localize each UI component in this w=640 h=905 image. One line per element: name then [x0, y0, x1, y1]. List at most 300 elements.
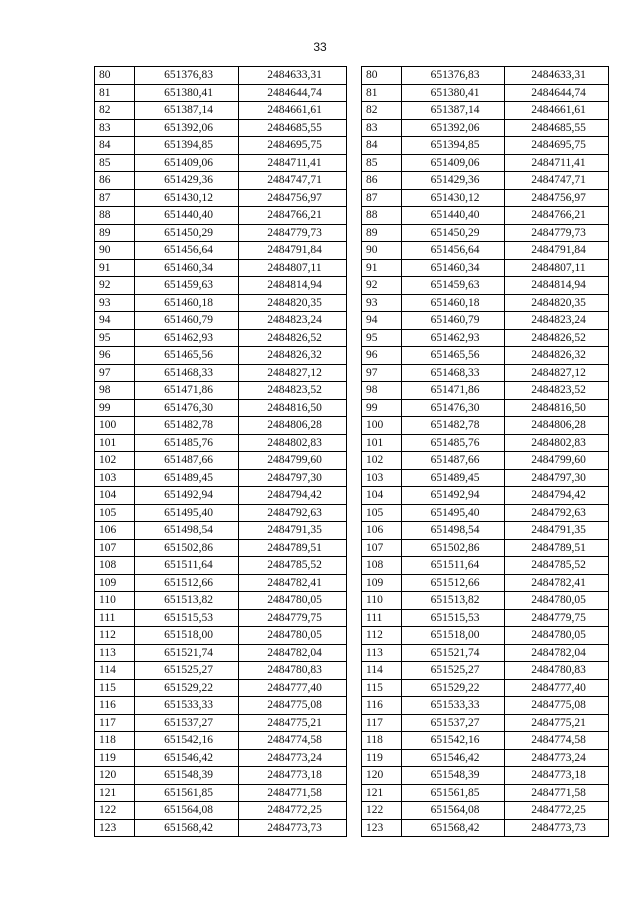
point-number-cell: 85 [362, 154, 402, 172]
x-coordinate-cell: 651485,76 [402, 434, 505, 452]
point-number-cell: 112 [362, 627, 402, 645]
table-row [95, 364, 347, 382]
y-coordinate-cell: 2484780,05 [239, 592, 347, 610]
table-row [362, 679, 609, 697]
table-body [95, 67, 347, 837]
point-number-cell: 104 [362, 487, 402, 505]
y-coordinate-cell: 2484777,40 [239, 679, 347, 697]
y-coordinate-cell: 2484772,25 [505, 802, 609, 820]
y-coordinate-cell: 2484780,05 [505, 592, 609, 610]
y-coordinate-cell: 2484797,30 [505, 469, 609, 487]
x-coordinate-cell: 651387,14 [135, 102, 239, 120]
table-row [362, 469, 609, 487]
point-number-cell: 98 [95, 382, 135, 400]
y-coordinate-cell: 2484695,75 [239, 137, 347, 155]
point-number-cell: 85 [95, 154, 135, 172]
point-number-cell: 80 [362, 67, 402, 85]
x-coordinate-cell: 651518,00 [135, 627, 239, 645]
x-coordinate-cell: 651495,40 [135, 504, 239, 522]
point-number-cell: 123 [95, 819, 135, 837]
point-number-cell: 119 [362, 749, 402, 767]
point-number-cell: 101 [362, 434, 402, 452]
y-coordinate-cell: 2484779,75 [505, 609, 609, 627]
table-row [362, 539, 609, 557]
table-row [95, 767, 347, 785]
x-coordinate-cell: 651380,41 [402, 84, 505, 102]
table-row [95, 452, 347, 470]
x-coordinate-cell: 651511,64 [135, 557, 239, 575]
x-coordinate-cell: 651521,74 [135, 644, 239, 662]
point-number-cell: 107 [95, 539, 135, 557]
point-number-cell: 92 [362, 277, 402, 295]
x-coordinate-cell: 651561,85 [402, 784, 505, 802]
table-row [95, 609, 347, 627]
table-row [95, 714, 347, 732]
x-coordinate-cell: 651495,40 [402, 504, 505, 522]
y-coordinate-cell: 2484661,61 [239, 102, 347, 120]
x-coordinate-cell: 651460,79 [402, 312, 505, 330]
table-row [362, 732, 609, 750]
point-number-cell: 113 [95, 644, 135, 662]
table-row [95, 644, 347, 662]
table-row [95, 697, 347, 715]
point-number-cell: 89 [362, 224, 402, 242]
table-row [362, 697, 609, 715]
point-number-cell: 121 [95, 784, 135, 802]
point-number-cell: 83 [95, 119, 135, 137]
table-row [95, 399, 347, 417]
x-coordinate-cell: 651564,08 [135, 802, 239, 820]
table-row [362, 557, 609, 575]
y-coordinate-cell: 2484826,52 [505, 329, 609, 347]
table-row [362, 172, 609, 190]
y-coordinate-cell: 2484785,52 [505, 557, 609, 575]
point-number-cell: 86 [95, 172, 135, 190]
table-row [95, 487, 347, 505]
point-number-cell: 119 [95, 749, 135, 767]
point-number-cell: 116 [95, 697, 135, 715]
point-number-cell: 97 [95, 364, 135, 382]
x-coordinate-cell: 651561,85 [135, 784, 239, 802]
x-coordinate-cell: 651482,78 [135, 417, 239, 435]
x-coordinate-cell: 651513,82 [135, 592, 239, 610]
table-row [362, 609, 609, 627]
x-coordinate-cell: 651430,12 [135, 189, 239, 207]
x-coordinate-cell: 651542,16 [402, 732, 505, 750]
table-row [362, 224, 609, 242]
y-coordinate-cell: 2484782,41 [239, 574, 347, 592]
table-row [362, 522, 609, 540]
point-number-cell: 103 [95, 469, 135, 487]
table-row [362, 434, 609, 452]
x-coordinate-cell: 651460,18 [402, 294, 505, 312]
point-number-cell: 111 [95, 609, 135, 627]
table-row [362, 84, 609, 102]
y-coordinate-cell: 2484814,94 [239, 277, 347, 295]
coordinates-table-right [361, 66, 609, 837]
point-number-cell: 105 [95, 504, 135, 522]
x-coordinate-cell: 651471,86 [135, 382, 239, 400]
point-number-cell: 91 [95, 259, 135, 277]
point-number-cell: 102 [95, 452, 135, 470]
x-coordinate-cell: 651450,29 [135, 224, 239, 242]
y-coordinate-cell: 2484644,74 [239, 84, 347, 102]
x-coordinate-cell: 651409,06 [135, 154, 239, 172]
table-row [95, 539, 347, 557]
point-number-cell: 118 [95, 732, 135, 750]
x-coordinate-cell: 651387,14 [402, 102, 505, 120]
x-coordinate-cell: 651502,86 [135, 539, 239, 557]
x-coordinate-cell: 651525,27 [402, 662, 505, 680]
y-coordinate-cell: 2484773,24 [239, 749, 347, 767]
x-coordinate-cell: 651568,42 [402, 819, 505, 837]
x-coordinate-cell: 651459,63 [402, 277, 505, 295]
x-coordinate-cell: 651462,93 [135, 329, 239, 347]
point-number-cell: 84 [362, 137, 402, 155]
x-coordinate-cell: 651394,85 [135, 137, 239, 155]
y-coordinate-cell: 2484820,35 [239, 294, 347, 312]
y-coordinate-cell: 2484806,28 [505, 417, 609, 435]
point-number-cell: 122 [95, 802, 135, 820]
table-row [95, 259, 347, 277]
x-coordinate-cell: 651456,64 [135, 242, 239, 260]
y-coordinate-cell: 2484794,42 [239, 487, 347, 505]
point-number-cell: 96 [95, 347, 135, 365]
table-row [95, 504, 347, 522]
table-row [362, 662, 609, 680]
table-row [95, 242, 347, 260]
y-coordinate-cell: 2484779,73 [239, 224, 347, 242]
table-row [362, 714, 609, 732]
table-row [95, 67, 347, 85]
y-coordinate-cell: 2484756,97 [505, 189, 609, 207]
y-coordinate-cell: 2484782,04 [239, 644, 347, 662]
y-coordinate-cell: 2484711,41 [505, 154, 609, 172]
table-row [95, 172, 347, 190]
y-coordinate-cell: 2484785,52 [239, 557, 347, 575]
y-coordinate-cell: 2484802,83 [239, 434, 347, 452]
x-coordinate-cell: 651546,42 [135, 749, 239, 767]
point-number-cell: 114 [95, 662, 135, 680]
table-row [362, 102, 609, 120]
point-number-cell: 111 [362, 609, 402, 627]
x-coordinate-cell: 651460,18 [135, 294, 239, 312]
x-coordinate-cell: 651376,83 [402, 67, 505, 85]
point-number-cell: 81 [362, 84, 402, 102]
point-number-cell: 92 [95, 277, 135, 295]
y-coordinate-cell: 2484756,97 [239, 189, 347, 207]
point-number-cell: 93 [362, 294, 402, 312]
x-coordinate-cell: 651462,93 [402, 329, 505, 347]
x-coordinate-cell: 651548,39 [135, 767, 239, 785]
x-coordinate-cell: 651392,06 [135, 119, 239, 137]
point-number-cell: 106 [362, 522, 402, 540]
y-coordinate-cell: 2484773,18 [505, 767, 609, 785]
point-number-cell: 88 [95, 207, 135, 225]
y-coordinate-cell: 2484806,28 [239, 417, 347, 435]
point-number-cell: 87 [95, 189, 135, 207]
table-row [362, 312, 609, 330]
table-row [362, 364, 609, 382]
x-coordinate-cell: 651537,27 [402, 714, 505, 732]
table-row [362, 504, 609, 522]
point-number-cell: 110 [362, 592, 402, 610]
x-coordinate-cell: 651456,64 [402, 242, 505, 260]
table-row [95, 329, 347, 347]
table-row [95, 84, 347, 102]
point-number-cell: 87 [362, 189, 402, 207]
x-coordinate-cell: 651409,06 [402, 154, 505, 172]
table-row [362, 749, 609, 767]
table-row [95, 102, 347, 120]
y-coordinate-cell: 2484633,31 [239, 67, 347, 85]
point-number-cell: 122 [362, 802, 402, 820]
point-number-cell: 121 [362, 784, 402, 802]
y-coordinate-cell: 2484779,73 [505, 224, 609, 242]
point-number-cell: 104 [95, 487, 135, 505]
point-number-cell: 123 [362, 819, 402, 837]
point-number-cell: 110 [95, 592, 135, 610]
point-number-cell: 93 [95, 294, 135, 312]
x-coordinate-cell: 651429,36 [402, 172, 505, 190]
point-number-cell: 100 [95, 417, 135, 435]
point-number-cell: 91 [362, 259, 402, 277]
point-number-cell: 80 [95, 67, 135, 85]
table-row [362, 207, 609, 225]
x-coordinate-cell: 651521,74 [402, 644, 505, 662]
point-number-cell: 90 [362, 242, 402, 260]
y-coordinate-cell: 2484789,51 [239, 539, 347, 557]
table-row [95, 417, 347, 435]
x-coordinate-cell: 651512,66 [402, 574, 505, 592]
x-coordinate-cell: 651492,94 [135, 487, 239, 505]
x-coordinate-cell: 651430,12 [402, 189, 505, 207]
y-coordinate-cell: 2484773,24 [505, 749, 609, 767]
y-coordinate-cell: 2484797,30 [239, 469, 347, 487]
x-coordinate-cell: 651440,40 [135, 207, 239, 225]
table-row [362, 259, 609, 277]
point-number-cell: 109 [362, 574, 402, 592]
x-coordinate-cell: 651489,45 [135, 469, 239, 487]
point-number-cell: 112 [95, 627, 135, 645]
table-row [95, 312, 347, 330]
x-coordinate-cell: 651537,27 [135, 714, 239, 732]
x-coordinate-cell: 651485,76 [135, 434, 239, 452]
table-row [95, 819, 347, 837]
y-coordinate-cell: 2484782,41 [505, 574, 609, 592]
page-number: 33 [313, 40, 327, 54]
table-row [362, 382, 609, 400]
table-row [95, 627, 347, 645]
table-row [362, 487, 609, 505]
y-coordinate-cell: 2484794,42 [505, 487, 609, 505]
point-number-cell: 88 [362, 207, 402, 225]
y-coordinate-cell: 2484791,35 [505, 522, 609, 540]
table-row [362, 294, 609, 312]
y-coordinate-cell: 2484774,58 [239, 732, 347, 750]
y-coordinate-cell: 2484775,08 [239, 697, 347, 715]
table-row [362, 802, 609, 820]
x-coordinate-cell: 651460,34 [402, 259, 505, 277]
x-coordinate-cell: 651489,45 [402, 469, 505, 487]
point-number-cell: 106 [95, 522, 135, 540]
point-number-cell: 99 [362, 399, 402, 417]
x-coordinate-cell: 651476,30 [135, 399, 239, 417]
table-row [95, 592, 347, 610]
point-number-cell: 120 [362, 767, 402, 785]
point-number-cell: 105 [362, 504, 402, 522]
coordinates-table-left [94, 66, 347, 837]
y-coordinate-cell: 2484711,41 [239, 154, 347, 172]
y-coordinate-cell: 2484826,32 [239, 347, 347, 365]
table-row [95, 749, 347, 767]
table-row [362, 277, 609, 295]
y-coordinate-cell: 2484772,25 [239, 802, 347, 820]
x-coordinate-cell: 651440,40 [402, 207, 505, 225]
point-number-cell: 89 [95, 224, 135, 242]
table-row [362, 399, 609, 417]
y-coordinate-cell: 2484807,11 [505, 259, 609, 277]
x-coordinate-cell: 651529,22 [135, 679, 239, 697]
y-coordinate-cell: 2484820,35 [505, 294, 609, 312]
table-row [362, 574, 609, 592]
x-coordinate-cell: 651429,36 [135, 172, 239, 190]
table-row [95, 137, 347, 155]
table-row [95, 679, 347, 697]
point-number-cell: 81 [95, 84, 135, 102]
x-coordinate-cell: 651498,54 [402, 522, 505, 540]
y-coordinate-cell: 2484807,11 [239, 259, 347, 277]
x-coordinate-cell: 651515,53 [402, 609, 505, 627]
point-number-cell: 115 [95, 679, 135, 697]
y-coordinate-cell: 2484775,08 [505, 697, 609, 715]
x-coordinate-cell: 651487,66 [135, 452, 239, 470]
y-coordinate-cell: 2484823,24 [505, 312, 609, 330]
y-coordinate-cell: 2484775,21 [505, 714, 609, 732]
table-row [95, 662, 347, 680]
table-row [362, 767, 609, 785]
table-row [362, 329, 609, 347]
table-row [362, 189, 609, 207]
x-coordinate-cell: 651460,34 [135, 259, 239, 277]
table-row [362, 67, 609, 85]
y-coordinate-cell: 2484774,58 [505, 732, 609, 750]
x-coordinate-cell: 651468,33 [402, 364, 505, 382]
point-number-cell: 83 [362, 119, 402, 137]
y-coordinate-cell: 2484777,40 [505, 679, 609, 697]
y-coordinate-cell: 2484766,21 [239, 207, 347, 225]
point-number-cell: 84 [95, 137, 135, 155]
y-coordinate-cell: 2484814,94 [505, 277, 609, 295]
y-coordinate-cell: 2484747,71 [239, 172, 347, 190]
point-number-cell: 95 [95, 329, 135, 347]
point-number-cell: 120 [95, 767, 135, 785]
x-coordinate-cell: 651513,82 [402, 592, 505, 610]
table-row [95, 207, 347, 225]
x-coordinate-cell: 651465,56 [402, 347, 505, 365]
point-number-cell: 117 [362, 714, 402, 732]
table-row [95, 557, 347, 575]
point-number-cell: 109 [95, 574, 135, 592]
y-coordinate-cell: 2484826,52 [239, 329, 347, 347]
x-coordinate-cell: 651476,30 [402, 399, 505, 417]
y-coordinate-cell: 2484773,18 [239, 767, 347, 785]
table-row [362, 644, 609, 662]
y-coordinate-cell: 2484799,60 [239, 452, 347, 470]
point-number-cell: 82 [362, 102, 402, 120]
point-number-cell: 95 [362, 329, 402, 347]
x-coordinate-cell: 651502,86 [402, 539, 505, 557]
y-coordinate-cell: 2484792,63 [239, 504, 347, 522]
table-row [95, 434, 347, 452]
x-coordinate-cell: 651518,00 [402, 627, 505, 645]
point-number-cell: 108 [362, 557, 402, 575]
point-number-cell: 94 [362, 312, 402, 330]
x-coordinate-cell: 651459,63 [135, 277, 239, 295]
point-number-cell: 94 [95, 312, 135, 330]
x-coordinate-cell: 651392,06 [402, 119, 505, 137]
point-number-cell: 97 [362, 364, 402, 382]
table-row [95, 119, 347, 137]
table-row [95, 294, 347, 312]
y-coordinate-cell: 2484827,12 [239, 364, 347, 382]
x-coordinate-cell: 651482,78 [402, 417, 505, 435]
table-row [95, 382, 347, 400]
y-coordinate-cell: 2484773,73 [239, 819, 347, 837]
y-coordinate-cell: 2484791,84 [239, 242, 347, 260]
x-coordinate-cell: 651546,42 [402, 749, 505, 767]
y-coordinate-cell: 2484827,12 [505, 364, 609, 382]
table-row [95, 347, 347, 365]
table-row [95, 224, 347, 242]
y-coordinate-cell: 2484695,75 [505, 137, 609, 155]
y-coordinate-cell: 2484823,52 [239, 382, 347, 400]
y-coordinate-cell: 2484780,83 [239, 662, 347, 680]
point-number-cell: 100 [362, 417, 402, 435]
x-coordinate-cell: 651394,85 [402, 137, 505, 155]
x-coordinate-cell: 651498,54 [135, 522, 239, 540]
point-number-cell: 96 [362, 347, 402, 365]
x-coordinate-cell: 651380,41 [135, 84, 239, 102]
table-row [95, 154, 347, 172]
x-coordinate-cell: 651568,42 [135, 819, 239, 837]
table-row [362, 592, 609, 610]
x-coordinate-cell: 651511,64 [402, 557, 505, 575]
x-coordinate-cell: 651465,56 [135, 347, 239, 365]
y-coordinate-cell: 2484792,63 [505, 504, 609, 522]
table-row [362, 417, 609, 435]
y-coordinate-cell: 2484802,83 [505, 434, 609, 452]
point-number-cell: 86 [362, 172, 402, 190]
table-row [362, 137, 609, 155]
x-coordinate-cell: 651471,86 [402, 382, 505, 400]
table-row [362, 452, 609, 470]
x-coordinate-cell: 651525,27 [135, 662, 239, 680]
x-coordinate-cell: 651468,33 [135, 364, 239, 382]
y-coordinate-cell: 2484661,61 [505, 102, 609, 120]
table-body [362, 67, 609, 837]
point-number-cell: 115 [362, 679, 402, 697]
point-number-cell: 114 [362, 662, 402, 680]
y-coordinate-cell: 2484773,73 [505, 819, 609, 837]
table-row [362, 242, 609, 260]
x-coordinate-cell: 651487,66 [402, 452, 505, 470]
x-coordinate-cell: 651492,94 [402, 487, 505, 505]
table-row [362, 119, 609, 137]
y-coordinate-cell: 2484685,55 [239, 119, 347, 137]
y-coordinate-cell: 2484816,50 [505, 399, 609, 417]
x-coordinate-cell: 651529,22 [402, 679, 505, 697]
